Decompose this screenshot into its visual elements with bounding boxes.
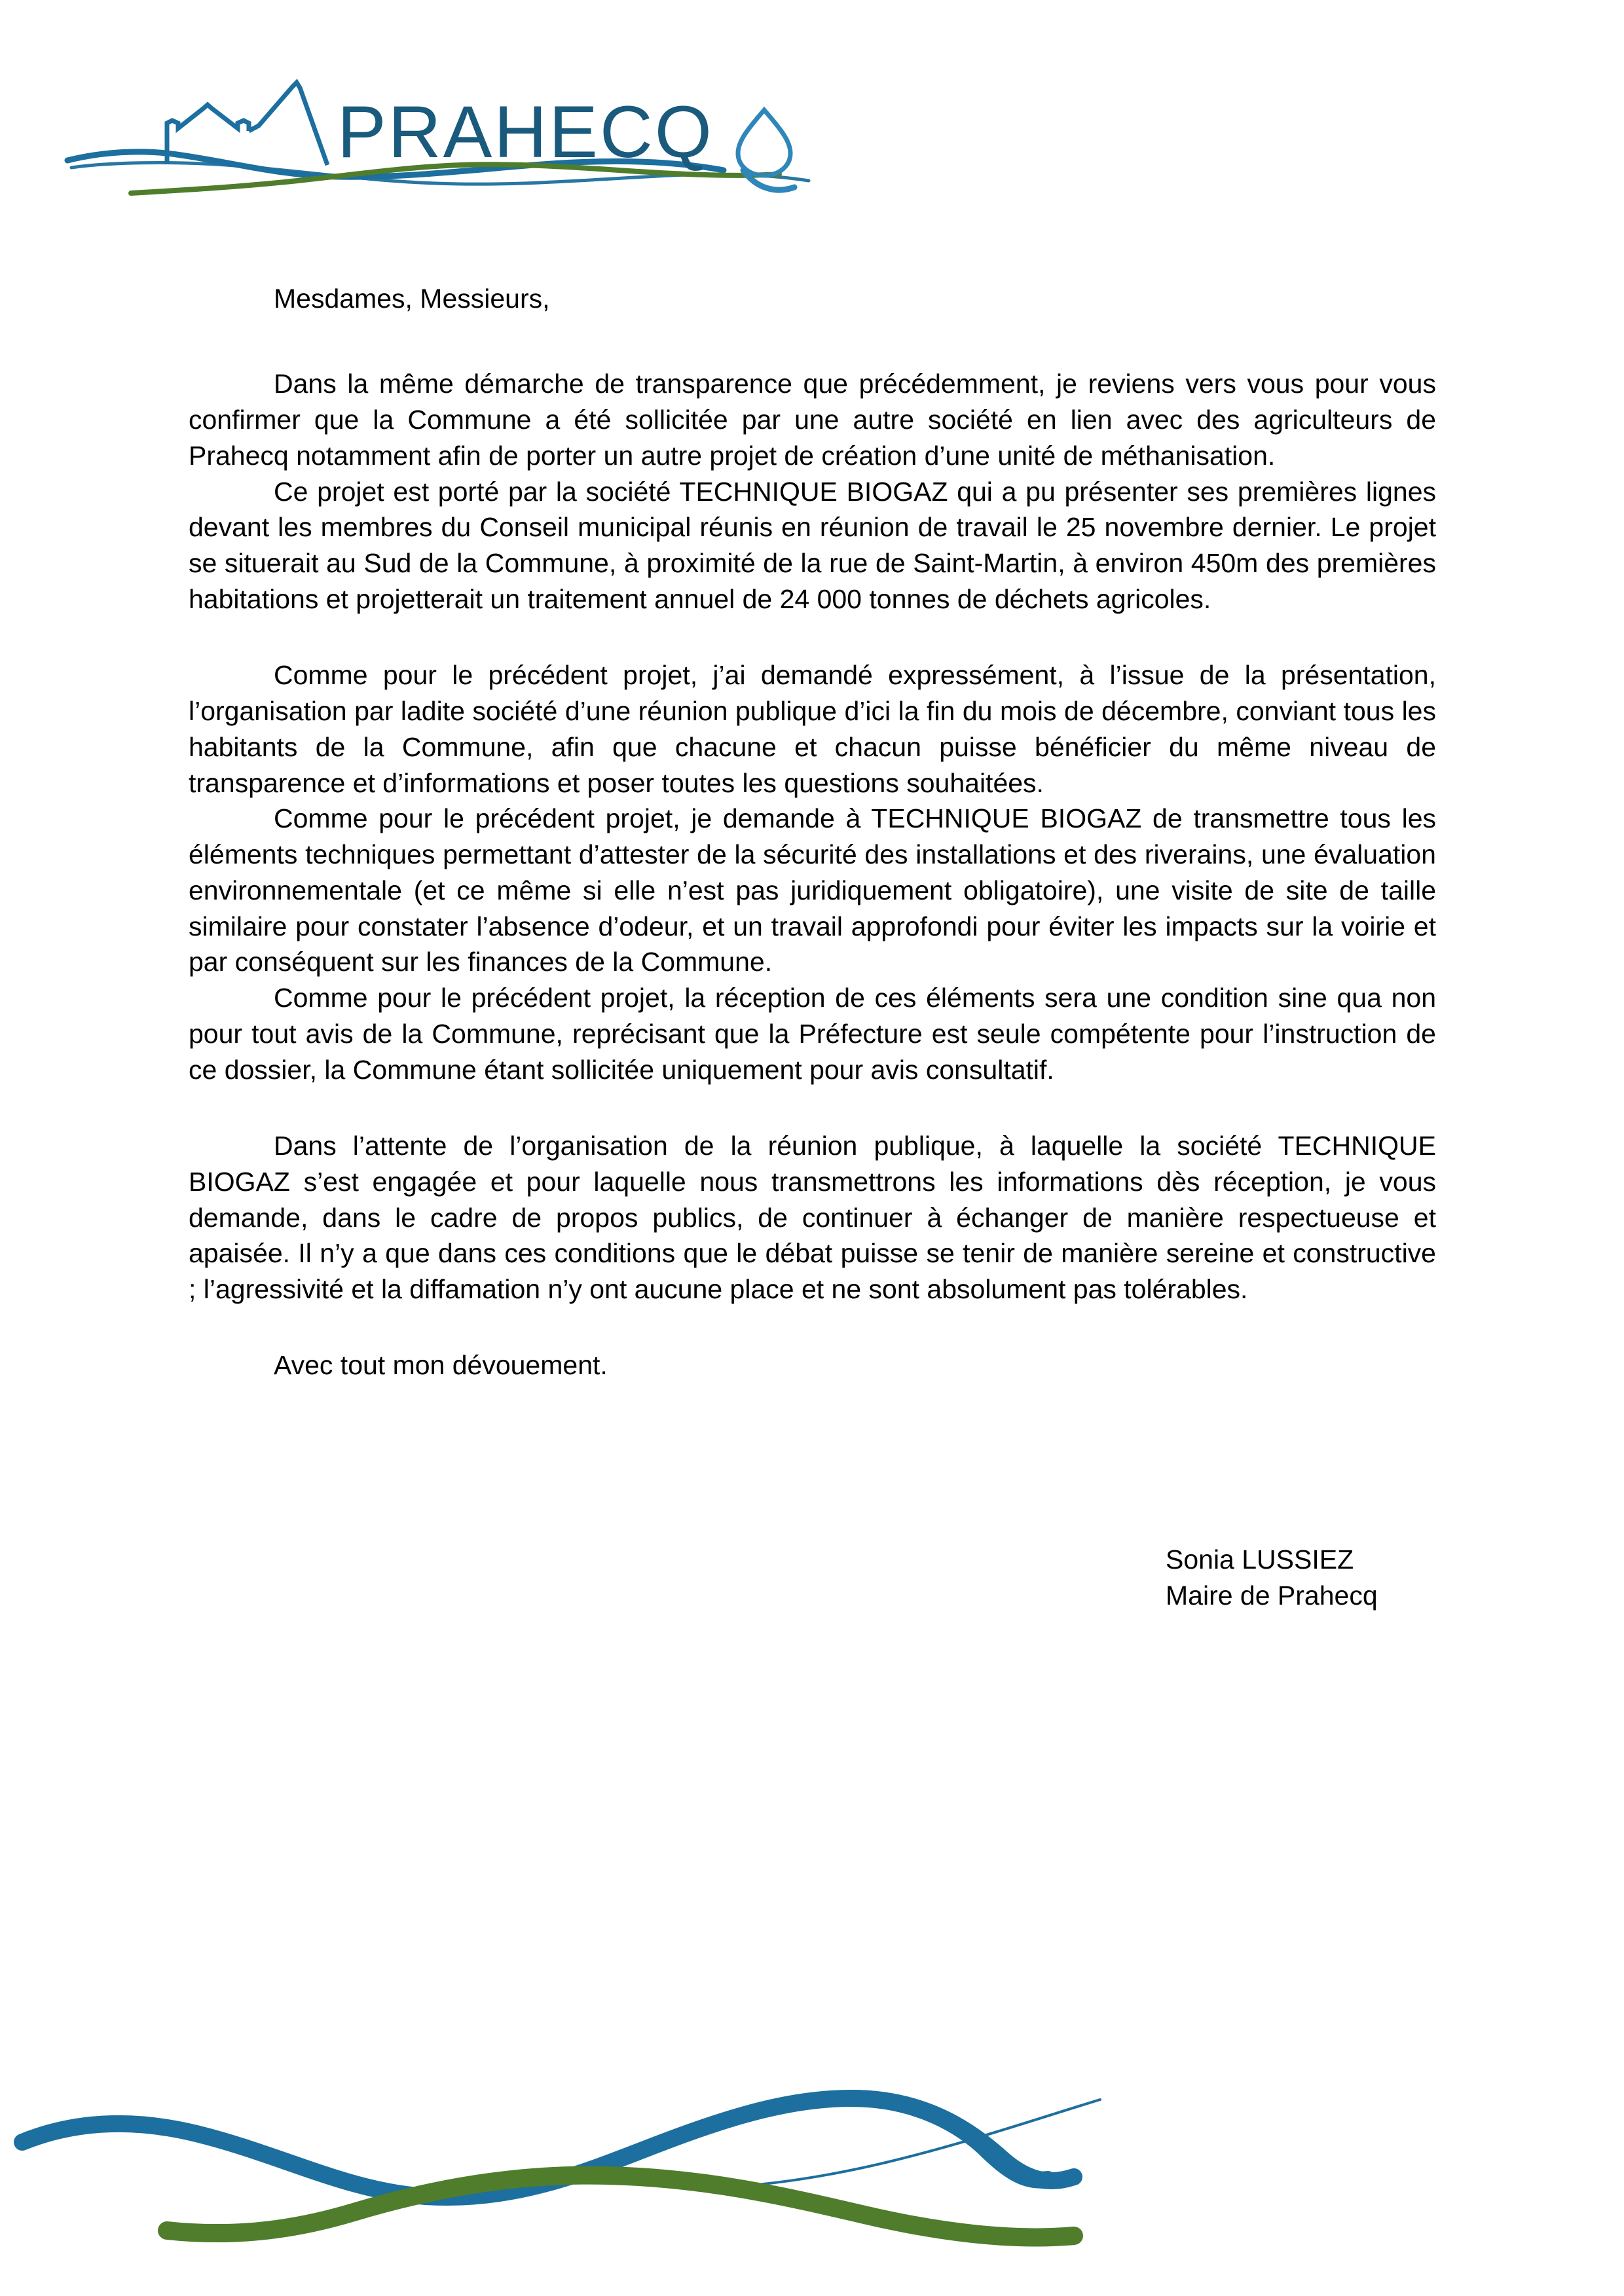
spacer bbox=[189, 316, 1436, 366]
village-skyline-logo-icon bbox=[62, 72, 835, 223]
letter-body bbox=[189, 282, 1436, 1383]
spacer bbox=[189, 1307, 1436, 1348]
closing-line: Avec tout mon dévouement. bbox=[274, 1349, 608, 1380]
page-footer bbox=[0, 2021, 1624, 2296]
footer-waves-graphic bbox=[0, 2021, 1624, 2296]
page-header bbox=[0, 0, 1624, 262]
paragraph-4: Comme pour le précédent projet, je demande à TECHNIQUE BIOGAZ de transmettre tous les éléments techniques permettant d’attester de la sécurité des installations et des riverains, une évaluation environnementale (et ce même si elle n’est pas juridiquement obligatoire), une visite de site de taille similaire pour constater l’absence d’odeur, et un travail approfondi pour éviter les impacts sur la voirie et par conséquent sur les finances de la Commune. bbox=[189, 803, 1436, 977]
paragraph-5: Comme pour le précédent projet, la réception de ces éléments sera une condition sine qua non pour tout avis de la Commune, reprécisant que la Préfecture est seule compétente pour l’instruction de ce dossier, la Commune étant sollicitée uniquement pour avis consultatif. bbox=[189, 983, 1436, 1085]
footer-wave-green bbox=[167, 2176, 1074, 2238]
salutation: Mesdames, Messieurs, bbox=[274, 283, 550, 314]
paragraph-1: Dans la même démarche de transparence que précédemment, je reviens vers vous pour vous confirmer que la Commune a été sollicitée par une autre société en lien avec des agriculteurs de Prahecq notamment afin de porter un autre projet de création d’une unité de méthanisation. bbox=[189, 369, 1436, 471]
logo-wordmark: PRAHECQ bbox=[337, 91, 714, 173]
signature-name: Sonia LUSSIEZ bbox=[1166, 1544, 1354, 1575]
paragraph-3: Comme pour le précédent projet, j’ai demandé expressément, à l’issue de la présentation, l’organisation par ladite société d’une réunion publique d’ici la fin du mois de décembre, conviant tous les habitants de la Commune, afin que chacune et chacun puisse bénéficier du même niveau de transparence et d’informations et poser toutes les questions souhaitées. bbox=[189, 660, 1436, 798]
paragraph-6: Dans l’attente de l’organisation de la réunion publique, à laquelle la société TECHNIQUE BIOGAZ s’est engagée et pour laquelle nous transmettrons les informations dès réception, je vous demande, dans le cadre de propos publics, de continuer à échanger de manière respectueuse et apaisée. Il n’y a que dans ces conditions que le débat puisse se tenir de manière sereine et constructive ; l’agressivité et la diffamation n’y ont aucune place et ne sont absolument pas tolérables. bbox=[189, 1131, 1436, 1305]
spacer bbox=[189, 617, 1436, 657]
prahecq-logo bbox=[62, 72, 835, 223]
signature-title: Maire de Prahecq bbox=[1166, 1580, 1378, 1611]
spacer bbox=[189, 1087, 1436, 1128]
paragraph-2: Ce projet est porté par la société TECHNIQUE BIOGAZ qui a pu présenter ses premières lignes devant les membres du Conseil municipal réunis en réunion de travail le 25 novembre dernier. Le projet se situerait au Sud de la Commune, à proximité de la rue de Saint-Martin, à environ 450m des premières habitations et projetterait un traitement annuel de 24 000 tonnes de déchets agricoles. bbox=[189, 476, 1436, 614]
logo-droplet-icon bbox=[738, 110, 790, 175]
signature-block bbox=[1166, 1542, 1572, 1613]
